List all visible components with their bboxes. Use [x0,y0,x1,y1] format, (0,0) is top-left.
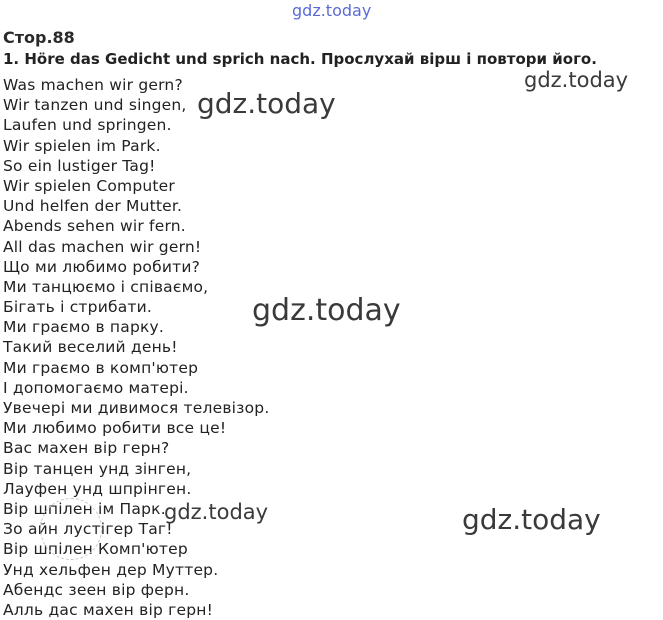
poem-line: Wir tanzen und singen, [3,96,187,115]
poem-line: Алль дас махен вір герн! [3,600,213,619]
poem-line: Вас махен вір герн? [3,439,170,458]
poem-line: Ми любимо робити все це! [3,419,227,438]
poem-line: Унд хельфен дер Муттер. [3,560,219,579]
poem-line: Wir spielen Computer [3,176,175,195]
watermark-c: gdz.today [252,293,401,328]
poem-line: Wir spielen im Park. [3,136,161,155]
poem-line: Abends sehen wir fern. [3,217,186,236]
watermark-e: gdz.today [462,503,601,536]
poem-line: Was machen wir gern? [3,76,183,94]
watermark-top: gdz.today [292,1,372,20]
poem-line: Увечері ми дивимося телевізор. [3,399,270,417]
faint-stamp-mark [40,498,102,560]
poem-line: Ми граємо в комп'ютер [3,358,199,377]
watermark-a: gdz.today [197,87,336,120]
poem-line: Зо айн лустігер Таг! [3,520,173,539]
poem-line: Що ми любимо робити? [3,257,201,276]
poem-line: Ми танцюємо і співаємо, [3,277,209,296]
poem-line: Вір шпілен ім Парк. [3,499,166,518]
watermark-b: gdz.today [524,68,629,92]
poem-line: Лауфен унд шпрінген. [3,479,192,498]
page-reference: Стор.88 [3,28,75,47]
poem-line: Абендс зеен вір ферн. [3,580,190,599]
poem-line: Бігать і стрибати. [3,298,153,317]
task-heading: 1. Höre das Gedicht und sprich nach. Прослухай вірш і повтори його. [3,50,597,68]
poem-line: Laufen und springen. [3,116,172,135]
poem-line: Вір танцен унд зінген, [3,459,192,478]
poem-line: Такий веселий день! [3,338,178,357]
poem-line: All das machen wir gern! [3,237,202,256]
poem-line: So ein lustiger Tag! [3,156,156,175]
poem-line: Вір шпілен Комп'ютер [3,540,188,559]
poem-line: Ми граємо в парку. [3,318,165,337]
poem-line: І допомогаємо матері. [3,378,189,397]
watermark-d: gdz.today [164,500,269,524]
poem-line: Und helfen der Mutter. [3,197,183,216]
